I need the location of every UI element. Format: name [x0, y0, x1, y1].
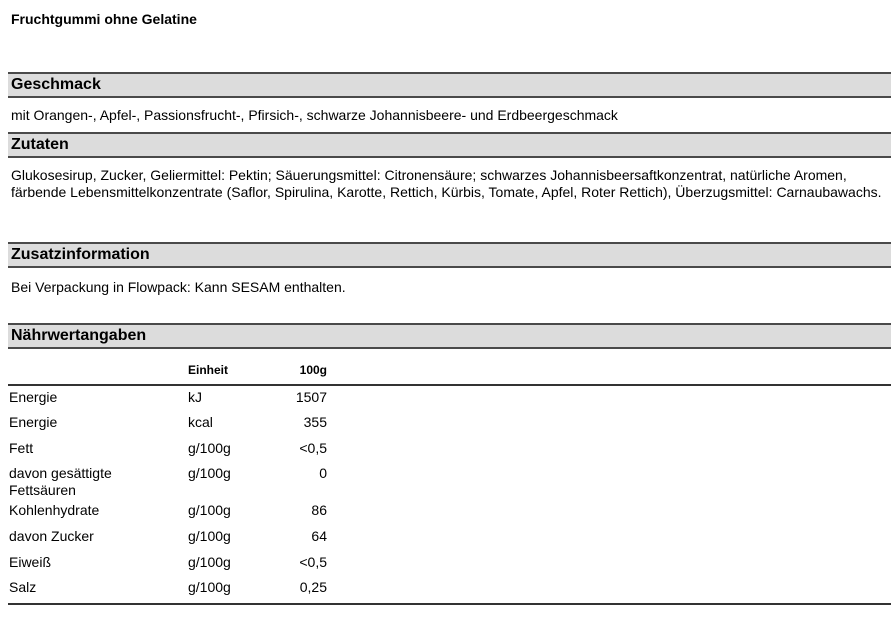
nutrient-value: 355 — [303, 414, 327, 430]
nutrient-value: 86 — [311, 502, 327, 518]
nutrient-name: Energie — [9, 389, 58, 405]
nutrient-unit: kcal — [188, 414, 213, 430]
nutrient-name: davon Zucker — [9, 528, 94, 544]
nutrient-value: 1507 — [295, 389, 327, 405]
section-heading-geschmack: Geschmack — [8, 72, 891, 98]
nutrient-name: davon gesättigte Fettsäuren — [9, 465, 112, 498]
flavor-text: mit Orangen-, Apfel-, Passionsfrucht-, Pfirsich-, schwarze Johannisbeere- und Erdbeergeschmack — [11, 107, 618, 123]
section-heading-zusatzinformation: Zusatzinformation — [8, 242, 891, 268]
nutrient-name: Fett — [9, 440, 34, 456]
nutrient-unit: g/100g — [188, 554, 231, 570]
nutrient-unit: g/100g — [188, 502, 231, 518]
nutrient-value: <0,5 — [299, 554, 327, 570]
nutrition-table — [8, 355, 891, 595]
section-heading-naehrwertangaben: Nährwertangaben — [8, 323, 891, 349]
nutrient-unit: g/100g — [188, 465, 231, 481]
nutrition-table-header — [8, 355, 891, 386]
nutrient-value: <0,5 — [299, 440, 327, 456]
product-title: Fruchtgummi ohne Gelatine — [11, 11, 197, 27]
nutrient-name: Salz — [9, 579, 37, 595]
value-column-header: 100g — [299, 363, 327, 377]
nutrient-unit: g/100g — [188, 440, 231, 456]
nutrient-unit: g/100g — [188, 528, 231, 544]
section-heading-zutaten: Zutaten — [8, 132, 891, 158]
nutrient-name: Eiweiß — [9, 554, 52, 570]
nutrient-unit: g/100g — [188, 579, 231, 595]
table-bottom-rule — [8, 603, 891, 605]
nutrient-value: 0,25 — [299, 579, 327, 595]
unit-column-header: Einheit — [188, 363, 229, 377]
additional-info-text: Bei Verpackung in Flowpack: Kann SESAM enthalten. — [11, 279, 346, 295]
nutrient-name: Energie — [9, 414, 58, 430]
nutrient-value: 0 — [319, 465, 327, 481]
ingredients-text: Glukosesirup, Zucker, Geliermittel: Pektin; Säuerungsmittel: Citronensäure; schwarzes Johannisbeersaftkonzentrat, natürliche Aromen, färbende Lebensmittelkonzentrate (Saflor, Spirulina, Karotte, Rettich, Kürbis, Tomate, Apfel, Roter Rettich), Überzugsmittel: Carnaubawachs. — [11, 167, 882, 200]
nutrient-name: Kohlenhydrate — [9, 502, 100, 518]
nutrient-unit: kJ — [188, 389, 202, 405]
nutrient-value: 64 — [311, 528, 327, 544]
